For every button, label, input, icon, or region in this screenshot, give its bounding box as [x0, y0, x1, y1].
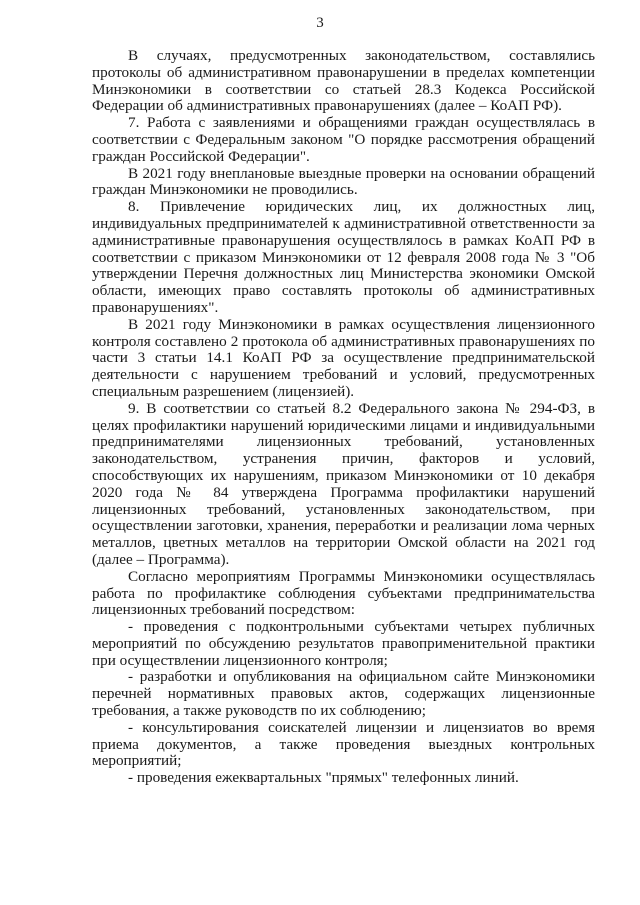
paragraph-item-8: 8. Привлечение юридических лиц, их должностных лиц, индивидуальных предпринимателей к административной ответственности за административные правонарушения осуществлялось в рамках КоАП РФ в соответствии с приказом Минэкономики от 12 февраля 2008 года № 3 "Об утверждении Перечня должностных лиц Министерства экономики Омской области, имеющих право составлять протоколы об административных правонарушениях".	[92, 198, 595, 316]
page-number: 3	[316, 15, 324, 31]
document-body	[92, 48, 595, 787]
list-item-hotlines: - проведения ежеквартальных "прямых" телефонных линий.	[128, 769, 519, 787]
paragraph-protocols: В случаях, предусмотренных законодательством, составлялись протоколы об административном правонарушении в пределах компетенции Минэкономики в соответствии со статьей 28.3 Кодекса Российской Федерации об административных правонарушениях (далее – КоАП РФ).	[92, 47, 595, 115]
paragraph-item-9: 9. В соответствии со статьей 8.2 Федерального закона № 294-ФЗ, в целях профилактики нарушений юридическими лицами и индивидуальными предпринимателями лицензионных требований, установленных законодательством, устранения причин, факторов и условий, способствующих их нарушениям, приказом Минэкономики от 10 декабря 2020 года № 84 утверждена Программа профилактики нарушений лицензионных требований, установленных законодательством, при осуществлении заготовки, хранения, переработки и реализации лома черных металлов, цветных металлов на территории Омской области на 2021 год (далее – Программа).	[92, 399, 595, 568]
paragraph-program-measures: Согласно мероприятиям Программы Минэкономики осуществлялась работа по профилактике соблюдения субъектами предпринимательства лицензионных требований посредством:	[92, 567, 595, 619]
paragraph-unscheduled-inspections: В 2021 году внеплановые выездные проверки на основании обращений граждан Минэкономики не проводились.	[92, 164, 595, 199]
list-item-consulting: - консультирования соискателей лицензии и лицензиатов во время приема документов, а также проведения выездных контрольных мероприятий;	[92, 718, 595, 770]
paragraph-licensing-protocols: В 2021 году Минэкономики в рамках осуществления лицензионного контроля составлено 2 протокола об административных правонарушениях по части 3 статьи 14.1 КоАП РФ за осуществление предпринимательской деятельности с нарушением требований и условий, предусмотренных специальным разрешением (лицензией).	[92, 315, 595, 400]
paragraph-item-7: 7. Работа с заявлениями и обращениями граждан осуществлялась в соответствии с Федеральным законом "О порядке рассмотрения обращений граждан Российской Федерации".	[92, 114, 595, 165]
list-item-publication: - разработки и опубликования на официальном сайте Минэкономики перечней нормативных правовых актов, содержащих лицензионные требования, а также руководств по их соблюдению;	[92, 668, 595, 720]
list-item-public-events: - проведения с подконтрольными субъектами четырех публичных мероприятий по обсуждению результатов правоприменительной практики при осуществлении лицензионного контроля;	[92, 618, 595, 669]
